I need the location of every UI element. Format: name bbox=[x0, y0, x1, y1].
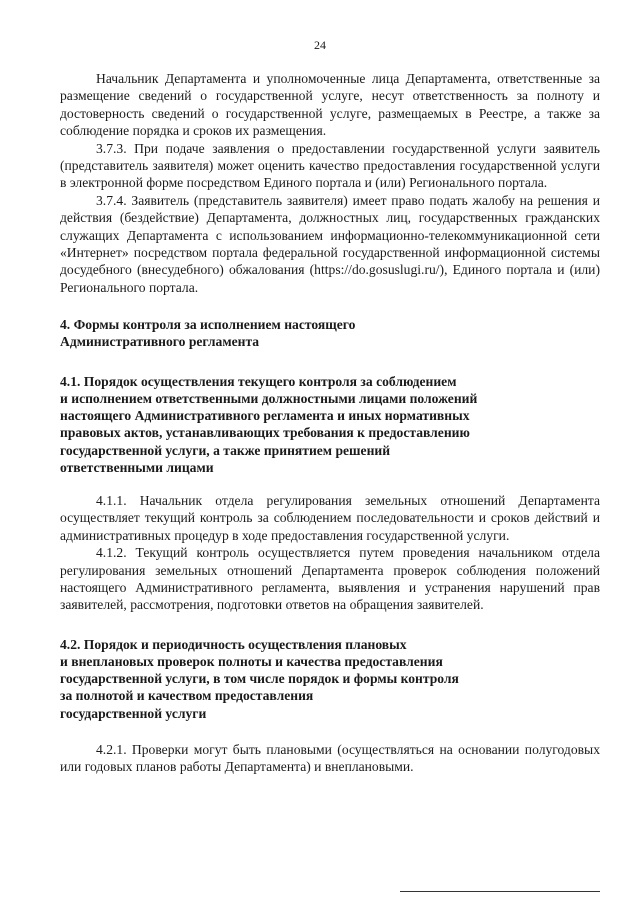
heading-line: 4.2. Порядок и периодичность осуществления плановых bbox=[60, 636, 407, 652]
paragraph-4-2-1: 4.2.1. Проверки могут быть плановыми (осуществляться на основании полугодовых или годовых планов работы Департамента) и внеплановыми. bbox=[60, 741, 600, 775]
page-number: 24 bbox=[314, 38, 326, 52]
section-4-2-heading bbox=[60, 636, 600, 722]
footer-divider bbox=[400, 891, 600, 892]
heading-line: ответственными лицами bbox=[60, 459, 214, 475]
paragraph-4-1-2: 4.1.2. Текущий контроль осуществляется путем проведения начальником отдела регулирования земельных отношений Департамента проверок соблюдения положений настоящего Административного регламента, выявления и устранения нарушений прав заявителей, рассмотрения, подготовки ответов на обращения заявителей. bbox=[60, 545, 600, 613]
section-4-heading bbox=[60, 316, 600, 350]
heading-line: за полнотой и качеством предоставления bbox=[60, 688, 314, 704]
heading-line: настоящего Административного регламента и иных нормативных bbox=[60, 408, 470, 424]
heading-line: государственной услуги bbox=[60, 705, 207, 721]
heading-line: государственной услуги, а также принятием решений bbox=[60, 442, 391, 458]
heading-line: и исполнением ответственными должностными лицами положений bbox=[60, 390, 478, 406]
paragraph-4-1-1: 4.1.1. Начальник отдела регулирования земельных отношений Департамента осуществляет текущий контроль за соблюдением последовательности и сроков действий и административных процедур в ходе предоставления государственной услуги. bbox=[60, 492, 600, 543]
section-4-1-heading bbox=[60, 373, 600, 476]
paragraph-3-7-3: 3.7.3. При подаче заявления о предоставлении государственной услуги заявитель (представитель заявителя) может оценить качество предоставления государственной услуги в электронной форме посредством Единого портала и (или) Регионального портала. bbox=[60, 140, 600, 191]
heading-line: 4. Формы контроля за исполнением настоящего bbox=[60, 317, 356, 333]
heading-line: и внеплановых проверок полноты и качества предоставления bbox=[60, 653, 443, 669]
paragraph-3-7-4: 3.7.4. Заявитель (представитель заявителя) имеет право подать жалобу на решения и действия (бездействие) Департамента, должностных лиц, государственных гражданских служащих Департамента с использованием информационно-телекоммуникационной сети «Интернет» посредством портала федеральной государственной информационной системы досудебного (внесудебного) обжалования (https://do.gosuslugi.ru/), Единого портала и (или) Регионального портала. bbox=[60, 192, 600, 295]
document-body bbox=[60, 70, 600, 776]
paragraph-responsibility: Начальник Департамента и уполномоченные лица Департамента, ответственные за размещение сведений о государственной услуге, несут ответственность за полноту и достоверность сведений о государственной услуге, размещаемых в Реестре, а также за соблюдение порядка и сроков их размещения. bbox=[60, 71, 600, 139]
heading-line: государственной услуги, в том числе порядок и формы контроля bbox=[60, 671, 459, 687]
heading-line: 4.1. Порядок осуществления текущего контроля за соблюдением bbox=[60, 373, 457, 389]
heading-line: Административного регламента bbox=[60, 334, 260, 350]
heading-line: правовых актов, устанавливающих требования к предоставлению bbox=[60, 425, 470, 441]
